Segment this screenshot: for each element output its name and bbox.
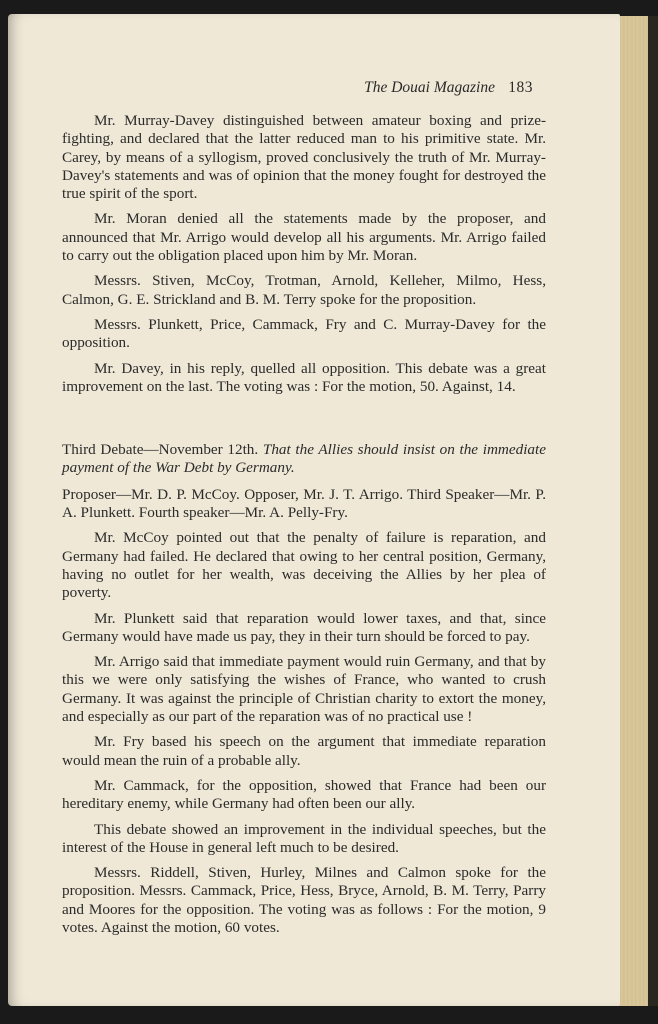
running-title: The Douai Magazine	[364, 79, 495, 96]
paragraph: Mr. Cammack, for the opposition, showed that France had been our hereditary enemy, while Germany had often been our ally.	[62, 776, 546, 813]
paragraph: Mr. Moran denied all the statements made by the proposer, and announced that Mr. Arrigo would develop all his arguments. Mr. Arrigo failed to carry out the obligation placed upon him by Mr. Moran.	[62, 210, 546, 265]
page-number: 183	[508, 79, 533, 96]
paragraph: This debate showed an improvement in the individual speeches, but the interest of the House in general left much to be desired.	[62, 820, 546, 856]
section-gap	[62, 403, 546, 441]
book-spine-edge	[648, 16, 658, 1006]
paragraph: Mr. Murray-Davey distinguished between amateur boxing and prize-fighting, and declared that the latter reduced man to his primitive state. Mr. Carey, by means of a syllogism, proved conclusively the truth of Mr. Murray-Davey's statements and was of opinion that the money fought for destroyed the true spirit of the sport.	[62, 112, 546, 203]
body-text	[62, 112, 546, 944]
debate-label: Third Debate—November 12th.	[62, 441, 259, 459]
paragraph: Mr. Arrigo said that immediate payment would ruin Germany, and that by this we were only satisfying the wishes of France, who wanted to crush Germany. It was against the principle of Christian charity to extort the money, and especially as our part of the reparation was of no practical use !	[62, 653, 546, 726]
paragraph: Mr. Plunkett said that reparation would lower taxes, and that, since Germany would have made us pay, they in their turn should be forced to pay.	[62, 609, 546, 645]
paragraph: Messrs. Stiven, McCoy, Trotman, Arnold, Kelleher, Milmo, Hess, Calmon, G. E. Strickland and B. M. Terry spoke for the proposition.	[62, 272, 546, 308]
paragraph: Messrs. Riddell, Stiven, Hurley, Milnes and Calmon spoke for the proposition. Messrs. Cammack, Price, Hess, Bryce, Arnold, B. M. Terry, Parry and Moores for the opposition. The voting was as follows : For the motion, 9 votes. Against the motion, 60 votes.	[62, 864, 546, 936]
debate-heading	[62, 441, 546, 478]
paragraph: Messrs. Plunkett, Price, Cammack, Fry and C. Murray-Davey for the opposition.	[62, 315, 546, 352]
paragraph: Mr. McCoy pointed out that the penalty of failure is reparation, and Germany had failed. He declared that owing to her central position, Germany, having no outlet for her wealth, was deceiving the Allies by her plea of poverty.	[62, 529, 546, 602]
paragraph: Mr. Fry based his speech on the argument that immediate reparation would mean the ruin of a probable ally.	[62, 733, 546, 769]
debate-motion: That the Allies should insist on the immediate payment of the War Debt by Germany.	[62, 441, 546, 477]
page-header	[8, 79, 620, 101]
paragraph: Mr. Davey, in his reply, quelled all opposition. This debate was a great improvement on the last. The voting was : For the motion, 50. Against, 14.	[62, 359, 546, 395]
book-page	[8, 14, 620, 1006]
speakers-line: Proposer—Mr. D. P. McCoy. Opposer, Mr. J. T. Arrigo. Third Speaker—Mr. P. A. Plunkett. Fourth speaker—Mr. A. Pelly-Fry.	[62, 485, 546, 522]
